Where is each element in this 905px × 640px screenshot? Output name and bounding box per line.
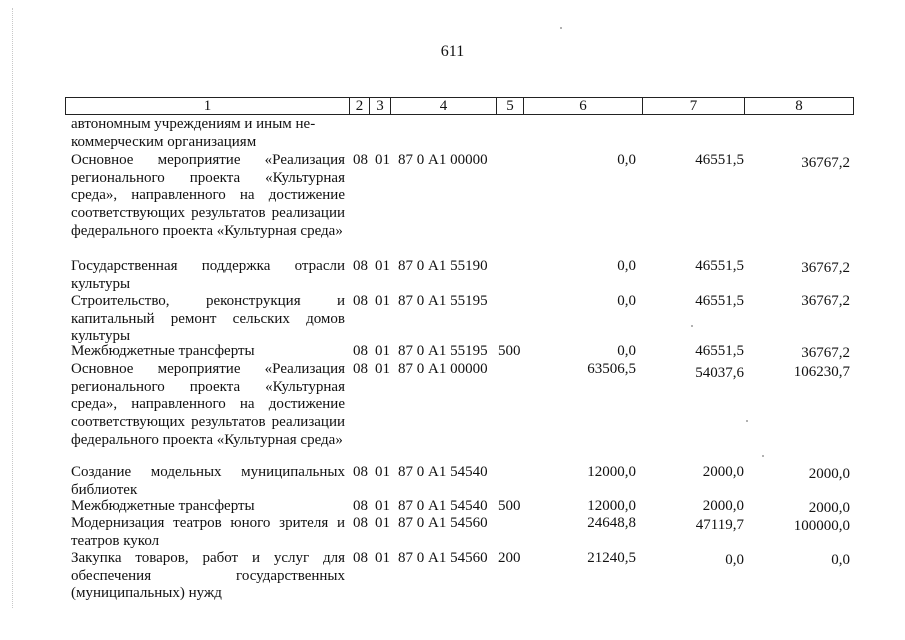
row-value-col7: 46551,5 — [695, 152, 744, 168]
row-pr: 01 — [375, 343, 390, 359]
row-value-col8: 2000,0 — [808, 500, 850, 516]
row-value-col6: 63506,5 — [587, 361, 636, 377]
row-value-col8: 2000,0 — [808, 466, 850, 482]
row-csr: 87 0 А1 54540 — [398, 464, 488, 480]
row-value-col8: 36767,2 — [801, 155, 850, 171]
row-csr: 87 0 А1 00000 — [398, 361, 488, 377]
row-name: Государственная поддержка отрасли культуры — [71, 258, 345, 292]
row-name: Межбюджетные трансферты — [71, 498, 255, 514]
row-value-col8: 36767,2 — [801, 260, 850, 276]
header-col-2: 2 — [350, 98, 370, 114]
row-rz: 08 — [353, 343, 368, 359]
row-name: Создание модельных муниципальных библиотек — [71, 464, 345, 498]
row-vr: 500 — [498, 498, 521, 514]
row-rz: 08 — [353, 498, 368, 514]
row-name: Основное мероприятие «Реализация регионального проекта «Культурная среда», направленного на достижение соответствующих результатов реализации федерального проекта «Культурная среда» — [71, 152, 345, 239]
row-value-col7: 2000,0 — [702, 498, 744, 514]
row-csr: 87 0 А1 54560 — [398, 515, 488, 531]
row-value-col6: 12000,0 — [587, 464, 636, 480]
row-vr: 500 — [498, 343, 521, 359]
row-value-col6: 21240,5 — [587, 550, 636, 566]
row-rz: 08 — [353, 515, 368, 531]
row-value-col8: 36767,2 — [801, 293, 850, 309]
row-value-col6: 24648,8 — [587, 515, 636, 531]
row-name: Строительство, реконструкция и капитальный ремонт сельских домов культуры — [71, 293, 345, 345]
row-value-col7: 47119,7 — [695, 517, 744, 533]
header-col-8: 8 — [795, 98, 803, 114]
row-value-col7: 54037,6 — [695, 365, 744, 381]
row-value-col8: 100000,0 — [793, 518, 850, 534]
row-value-col6: 12000,0 — [587, 498, 636, 514]
row-pr: 01 — [375, 498, 390, 514]
row-rz: 08 — [353, 550, 368, 566]
scan-speck — [762, 455, 764, 457]
row-rz: 08 — [353, 258, 368, 274]
row-name-line-2: коммерческим организациям — [71, 133, 257, 150]
row-name: Межбюджетные трансферты — [71, 343, 255, 359]
header-col-6: 6 — [524, 98, 643, 114]
row-rz: 08 — [353, 464, 368, 480]
row-value-col6: 0,0 — [617, 152, 636, 168]
row-csr: 87 0 А1 55195 — [398, 343, 488, 359]
header-col-1: 1 — [66, 98, 350, 114]
row-pr: 01 — [375, 515, 390, 531]
header-col-7: 7 — [643, 98, 745, 114]
row-name: Закупка товаров, работ и услуг для обеспечения государственных (муниципальных) нужд — [71, 550, 345, 602]
row-pr: 01 — [375, 361, 390, 377]
row-value-col6: 0,0 — [617, 343, 636, 359]
row-value-col8: 36767,2 — [801, 345, 850, 361]
row-value-col7: 2000,0 — [702, 464, 744, 480]
header-col-4: 4 — [391, 98, 497, 114]
row-name: Основное мероприятие «Реализация регионального проекта «Культурная среда», направленного на достижение соответствующих результатов реализации федерального проекта «Культурная среда» — [71, 361, 345, 448]
header-col-3: 3 — [370, 98, 391, 114]
row-csr: 87 0 А1 55195 — [398, 293, 488, 309]
page-number: 611 — [440, 43, 465, 60]
table-header-row — [65, 97, 854, 115]
row-pr: 01 — [375, 293, 390, 309]
row-csr: 87 0 А1 54540 — [398, 498, 488, 514]
row-value-col6: 0,0 — [617, 293, 636, 309]
row-name — [71, 116, 345, 151]
row-value-col8: 106230,7 — [793, 364, 850, 380]
row-rz: 08 — [353, 293, 368, 309]
row-pr: 01 — [375, 550, 390, 566]
scan-speck — [560, 27, 562, 29]
row-value-col7: 46551,5 — [695, 343, 744, 359]
page-edge-dotted-line — [12, 8, 14, 608]
row-name-line-1: автономным учреждениям и иным не- — [71, 116, 316, 132]
row-csr: 87 0 А1 00000 — [398, 152, 488, 168]
row-pr: 01 — [375, 258, 390, 274]
scan-speck — [691, 325, 693, 327]
row-rz: 08 — [353, 361, 368, 377]
row-csr: 87 0 А1 54560 — [398, 550, 488, 566]
scan-speck — [746, 420, 748, 422]
row-value-col7: 46551,5 — [695, 293, 744, 309]
row-value-col7: 0,0 — [725, 552, 744, 568]
row-rz: 08 — [353, 152, 368, 168]
row-value-col7: 46551,5 — [695, 258, 744, 274]
row-pr: 01 — [375, 152, 390, 168]
row-value-col8: 0,0 — [831, 552, 850, 568]
row-csr: 87 0 А1 55190 — [398, 258, 488, 274]
row-vr: 200 — [498, 550, 521, 566]
header-col-5: 5 — [497, 98, 524, 114]
row-pr: 01 — [375, 464, 390, 480]
row-name: Модернизация театров юного зрителя и театров кукол — [71, 515, 345, 549]
row-value-col6: 0,0 — [617, 258, 636, 274]
